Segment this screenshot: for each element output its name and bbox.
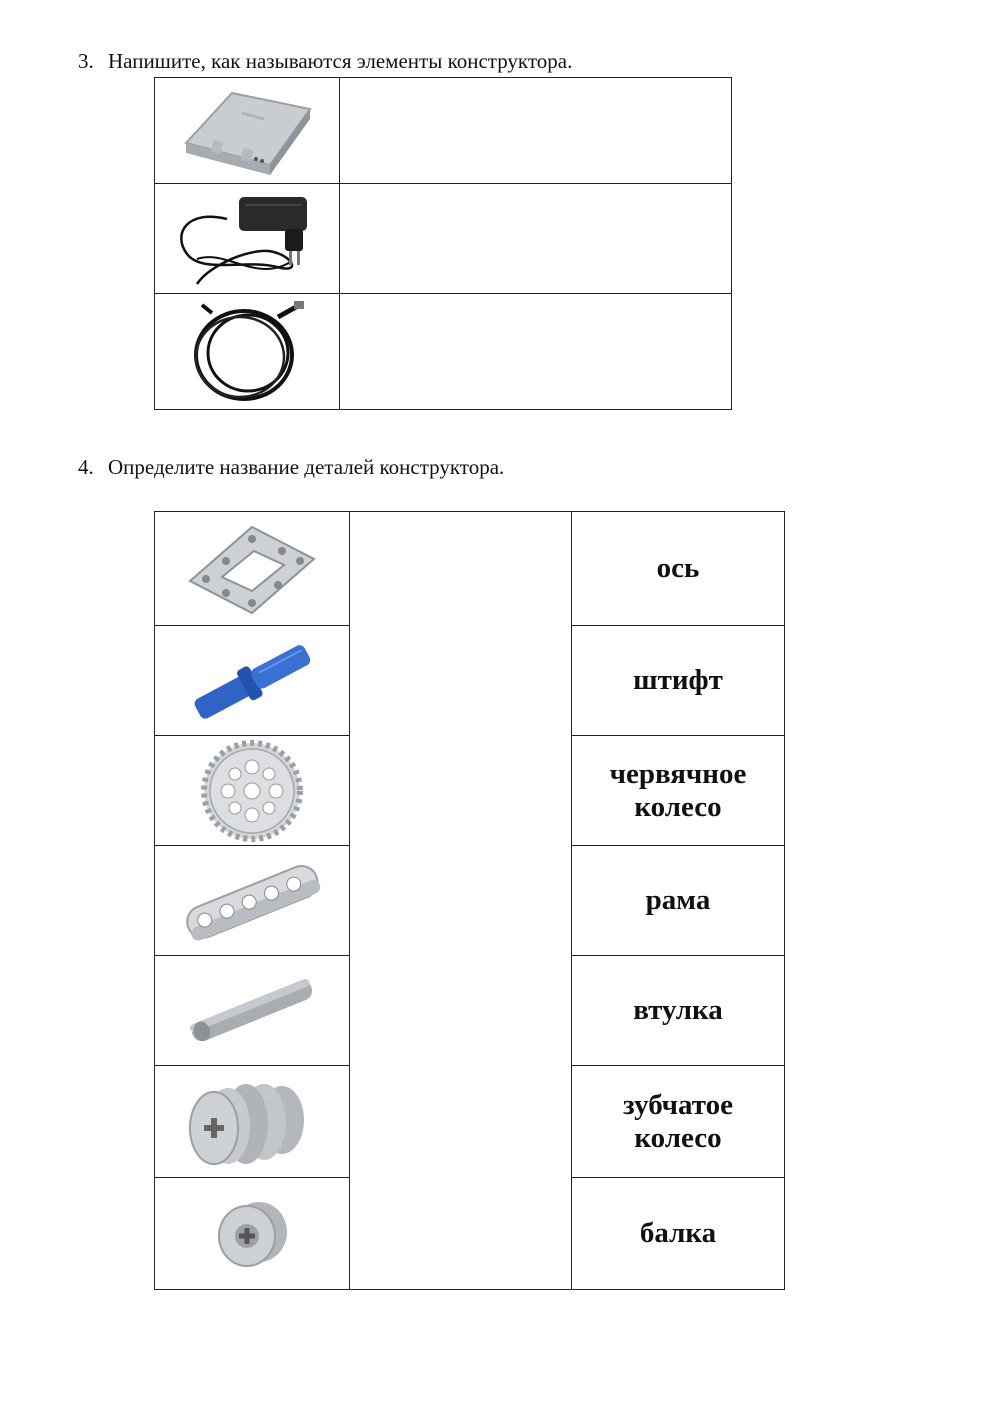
term-label: зубчатое колесо: [623, 1088, 733, 1154]
term-label: балка: [639, 1217, 717, 1249]
usb-cable-cell: [155, 294, 340, 410]
pin-part-cell: [155, 626, 350, 736]
term-label: рама: [645, 884, 711, 916]
term-cell: [572, 626, 785, 736]
term-cell: [572, 846, 785, 956]
table-row: [155, 512, 785, 626]
axle-part-cell: [155, 956, 350, 1066]
usb-cable-icon: [182, 297, 312, 407]
answer-cell[interactable]: [340, 294, 732, 410]
frame-part-icon: [182, 519, 322, 619]
charger-adapter-icon: [167, 189, 327, 289]
gear-part-cell: [155, 736, 350, 846]
battery-pack-icon: [172, 83, 322, 179]
question-3-text: Напишите, как называются элементы конструктора.: [108, 49, 573, 73]
term-cell: [572, 512, 785, 626]
bushing-part-cell: [155, 1178, 350, 1290]
term-cell: [572, 736, 785, 846]
frame-part-cell: [155, 512, 350, 626]
table-row: [155, 78, 732, 184]
term-cell: [572, 956, 785, 1066]
term-label: ось: [656, 552, 700, 584]
battery-pack-cell: [155, 78, 340, 184]
bushing-part-icon: [207, 1194, 297, 1274]
beam-part-icon: [177, 856, 327, 946]
term-cell: [572, 1066, 785, 1178]
question-3-table: [154, 77, 732, 410]
question-4-text: Определите название деталей конструктора.: [108, 455, 505, 479]
answer-column[interactable]: [350, 512, 572, 1290]
pin-part-icon: [182, 635, 322, 727]
charger-adapter-cell: [155, 184, 340, 294]
worm-gear-part-cell: [155, 1066, 350, 1178]
term-label: червячное колесо: [609, 757, 747, 823]
term-cell: [572, 1178, 785, 1290]
table-row: [155, 294, 732, 410]
beam-part-cell: [155, 846, 350, 956]
question-4-number: 4.: [78, 455, 94, 479]
answer-cell[interactable]: [340, 78, 732, 184]
worm-gear-part-icon: [182, 1074, 322, 1170]
term-label: штифт: [633, 664, 723, 696]
answer-cell[interactable]: [340, 184, 732, 294]
axle-part-icon: [182, 971, 322, 1051]
term-label: втулка: [633, 994, 723, 1026]
table-row: [155, 184, 732, 294]
question-3-number: 3.: [78, 49, 94, 73]
gear-part-icon: [197, 739, 307, 843]
question-4-table: [154, 511, 785, 1290]
